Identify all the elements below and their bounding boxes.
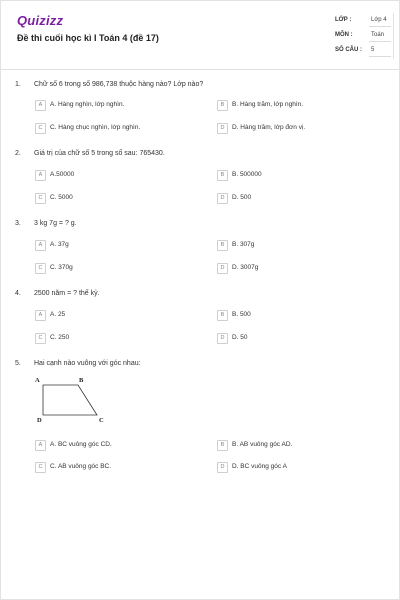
option-text: C. AB vuông góc BC. (50, 463, 112, 470)
option-text: B. AB vuông góc AD. (232, 441, 293, 448)
question-number: 5. (15, 360, 21, 367)
option-text: B. 307g (232, 241, 255, 248)
option-letter: D (217, 333, 228, 344)
option-letter: B (217, 440, 228, 451)
option-letter: B (217, 310, 228, 321)
vertex-label-a: A (35, 377, 40, 384)
option-letter: C (35, 333, 46, 344)
option-letter: A (35, 100, 46, 111)
option-text: A. 37g (50, 241, 69, 248)
meta-value: Lớp 4 (371, 17, 387, 23)
option-text: D. 3007g (232, 264, 259, 271)
trapezoid-figure (33, 377, 113, 427)
option-letter: C (35, 263, 46, 274)
option-letter: A (35, 310, 46, 321)
option-letter: A (35, 240, 46, 251)
page-title: Đề thi cuối học kì I Toán 4 (đề 17) (17, 33, 159, 43)
option-letter: C (35, 462, 46, 473)
vertex-label-d: D (37, 417, 42, 424)
option-text: A. 25 (50, 311, 66, 318)
question-number: 3. (15, 220, 21, 227)
option-text: B. 500 (232, 311, 251, 318)
meta-underline (369, 56, 391, 57)
vertex-label-c: C (99, 417, 104, 424)
option-text: A.50000 (50, 171, 75, 178)
option-text: C. 5000 (50, 194, 73, 201)
option-text: D. Hàng trăm, lớp đơn vị. (232, 124, 306, 131)
meta-box (331, 13, 394, 59)
option-text: D. 500 (232, 194, 252, 201)
header-divider (1, 69, 399, 70)
option-letter: B (217, 170, 228, 181)
option-letter: A (35, 440, 46, 451)
question-text: Giá trị của chữ số 5 trong số sau: 765430. (34, 150, 165, 157)
meta-underline (369, 41, 391, 42)
question-text: Hai cạnh nào vuông với góc nhau: (34, 360, 141, 367)
option-text: C. Hàng chục nghìn, lớp nghìn. (50, 124, 141, 131)
option-text: A. Hàng nghìn, lớp nghìn. (50, 101, 125, 108)
option-text: B. 500000 (232, 171, 262, 178)
option-text: C. 370g (50, 264, 73, 271)
option-text: D. 50 (232, 334, 248, 341)
meta-value: Toán (371, 32, 385, 38)
option-letter: C (35, 193, 46, 204)
question-number: 4. (15, 290, 21, 297)
meta-value: 5 (371, 47, 375, 53)
option-text: D. BC vuông góc A (232, 463, 287, 470)
question-number: 1. (15, 81, 21, 88)
option-letter: B (217, 240, 228, 251)
question-number: 2. (15, 150, 21, 157)
option-letter: B (217, 100, 228, 111)
question-text: 3 kg 7g = ? g. (34, 220, 77, 227)
option-letter: C (35, 123, 46, 134)
option-letter: A (35, 170, 46, 181)
meta-label: LỚP : (335, 17, 352, 23)
vertex-label-b: B (79, 377, 84, 384)
option-text: C. 250 (50, 334, 70, 341)
option-text: B. Hàng trăm, lớp nghìn. (232, 101, 304, 108)
question-text: 2500 năm = ? thế kỷ. (34, 290, 100, 297)
option-letter: D (217, 462, 228, 473)
option-text: A. BC vuông góc CD. (50, 441, 112, 448)
option-letter: D (217, 123, 228, 134)
question-text: Chữ số 6 trong số 986,738 thuộc hàng nào? Lớp nào? (34, 81, 204, 88)
option-letter: D (217, 193, 228, 204)
quizizz-logo: Quizizz (17, 13, 64, 28)
option-letter: D (217, 263, 228, 274)
meta-label: SỐ CÂU : (335, 47, 362, 53)
meta-underline (369, 26, 391, 27)
meta-label: MÔN : (335, 32, 353, 38)
